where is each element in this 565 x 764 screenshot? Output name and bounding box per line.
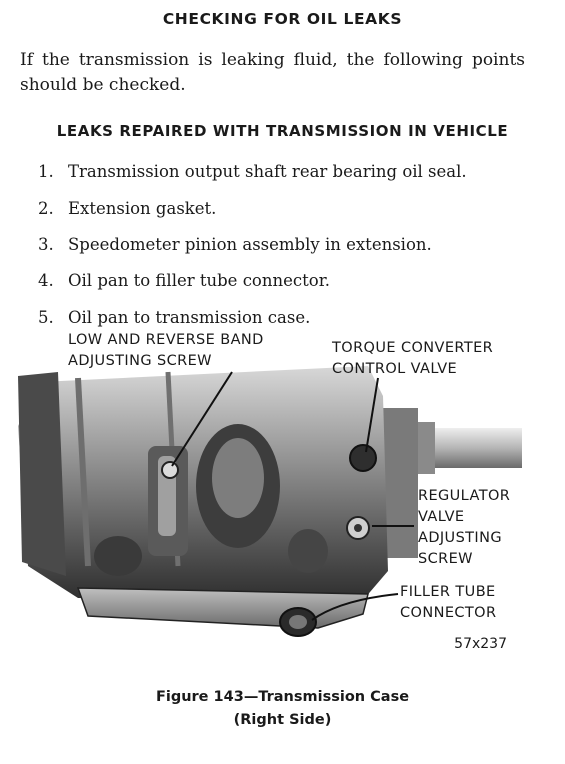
list-item: 3. Speedometer pinion assembly in extension.: [38, 235, 432, 254]
filler-tube-opening: [289, 615, 307, 629]
callout-low-reverse-band: LOW AND REVERSE BAND ADJUSTING SCREW: [68, 332, 264, 369]
bell-housing: [18, 372, 66, 576]
section-subheading: LEAKS REPAIRED WITH TRANSMISSION IN VEHICLE: [56, 122, 509, 140]
lower-boss: [94, 536, 142, 576]
low-reverse-adjusting-screw: [162, 462, 178, 478]
list-item: 5. Oil pan to transmission case.: [38, 308, 311, 327]
page-title: CHECKING FOR OIL LEAKS: [162, 10, 403, 28]
callout-filler-tube: FILLER TUBE CONNECTOR: [400, 584, 497, 621]
callout-regulator-valve: REGULATOR VALVE ADJUSTING SCREW: [418, 488, 511, 567]
intro-paragraph: If the transmission is leaking fluid, the following points should be checked.: [20, 50, 525, 95]
lower-boss: [288, 529, 328, 573]
oil-pan: [78, 588, 368, 628]
figure-caption-subtitle: (Right Side): [233, 712, 332, 728]
output-shaft: [428, 428, 522, 468]
callout-torque-converter: TORQUE CONVERTER CONTROL VALVE: [332, 340, 494, 377]
list-item: 4. Oil pan to filler tube connector.: [38, 271, 331, 290]
list-item: 1. Transmission output shaft rear bearing oil seal.: [38, 162, 467, 181]
figure-caption: Figure 143—Transmission Case: [155, 689, 410, 705]
list-item: 2. Extension gasket.: [38, 199, 217, 218]
valve-body-boss-highlight: [212, 438, 264, 518]
torque-converter-valve: [350, 445, 376, 471]
figure-number: 57x237: [454, 636, 507, 652]
regulator-valve-screw-center: [354, 524, 362, 532]
